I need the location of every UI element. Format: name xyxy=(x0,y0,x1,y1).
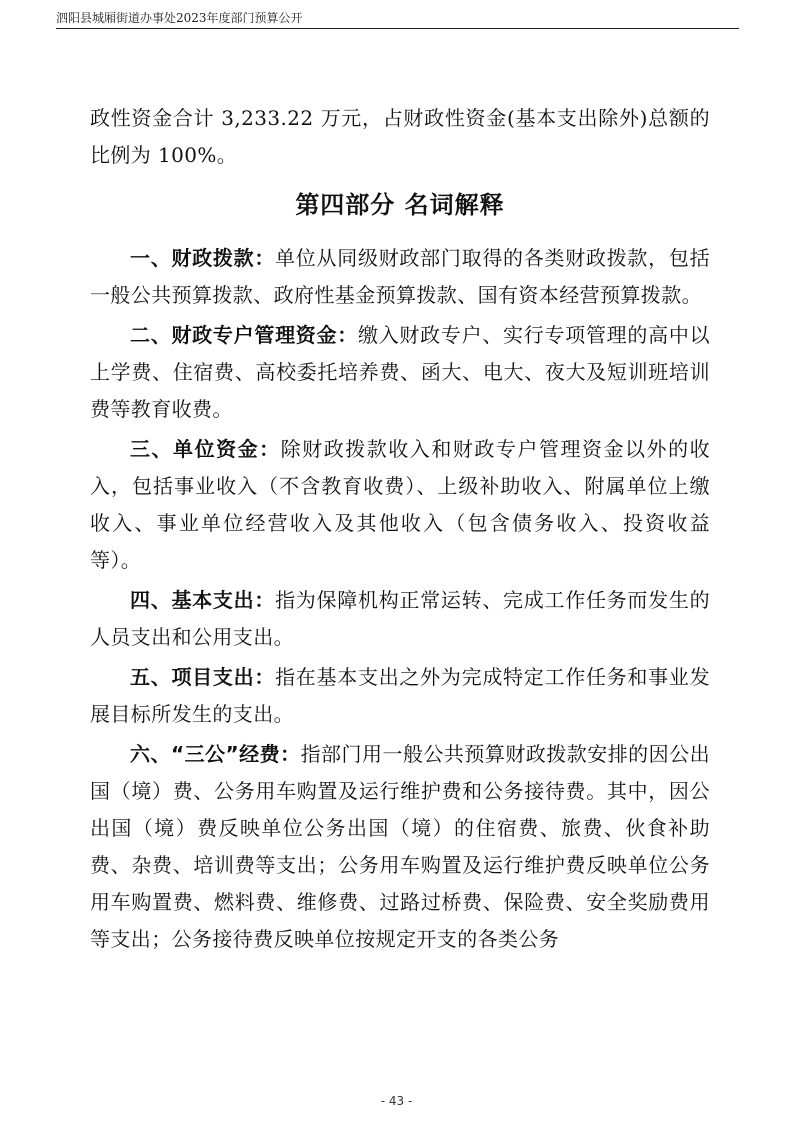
definition-text: 指部门用一般公共预算财政拨款安排的因公出国（境）费、公务用车购置及运行维护费和公务接待费。其中，因公出国（境）费反映单位公务出国（境）的住宿费、旅费、伙食补助费、杂费、培训费等支出；公务用车购置及运行维护费反映单位公务用车购置费、燃料费、维修费、过路过桥费、保险费、安全奖励费用等支出；公务接待费反映单位按规定开支的各类公务 xyxy=(90,742,711,951)
definition-term: 二、财政专户管理资金： xyxy=(130,323,358,347)
page-number: - 43 - xyxy=(380,1094,413,1108)
definition-term: 六、“三公”经费： xyxy=(130,742,301,766)
definition-text: 除财政拨款收入和财政专户管理资金以外的收入，包括事业收入（不含教育收费）、上级补助收入、附属单位上缴收入、事业单位经营收入及其他收入（包含债务收入、投资收益等）。 xyxy=(90,437,711,572)
definition-paragraph-5 xyxy=(90,659,710,733)
intro-paragraph: 政性资金合计 3,233.22 万元，占财政性资金(基本支出除外)总额的比例为 100%。 xyxy=(90,106,710,167)
definition-paragraph-2 xyxy=(90,317,710,428)
definition-text: 缴入财政专户、实行专项管理的高中以上学费、住宿费、高校委托培养费、函大、电大、夜大及短训班培训费等教育收费。 xyxy=(90,323,710,421)
definition-paragraph-1 xyxy=(90,240,710,314)
definition-term: 五、项目支出： xyxy=(130,665,276,689)
definition-paragraph-4 xyxy=(90,582,710,656)
definition-paragraph-3 xyxy=(90,431,710,579)
definition-text: 指在基本支出之外为完成特定工作任务和事业发展目标所发生的支出。 xyxy=(90,665,710,726)
definition-paragraph-6 xyxy=(90,736,710,958)
section-title: 第四部分 名词解释 xyxy=(295,191,505,219)
definition-text: 单位从同级财政部门取得的各类财政拨款，包括一般公共预算拨款、政府性基金预算拨款、国有资本经营预算拨款。 xyxy=(90,246,710,307)
definition-term: 一、财政拨款： xyxy=(130,246,276,270)
definition-text: 指为保障机构正常运转、完成工作任务而发生的人员支出和公用支出。 xyxy=(90,588,710,649)
header-rule xyxy=(56,28,739,29)
definition-term: 四、基本支出： xyxy=(130,588,276,612)
definition-term: 三、单位资金： xyxy=(130,437,281,461)
page-content xyxy=(90,100,710,961)
running-header: 泗阳县城厢街道办事处2023年度部门预算公开 xyxy=(56,11,303,25)
